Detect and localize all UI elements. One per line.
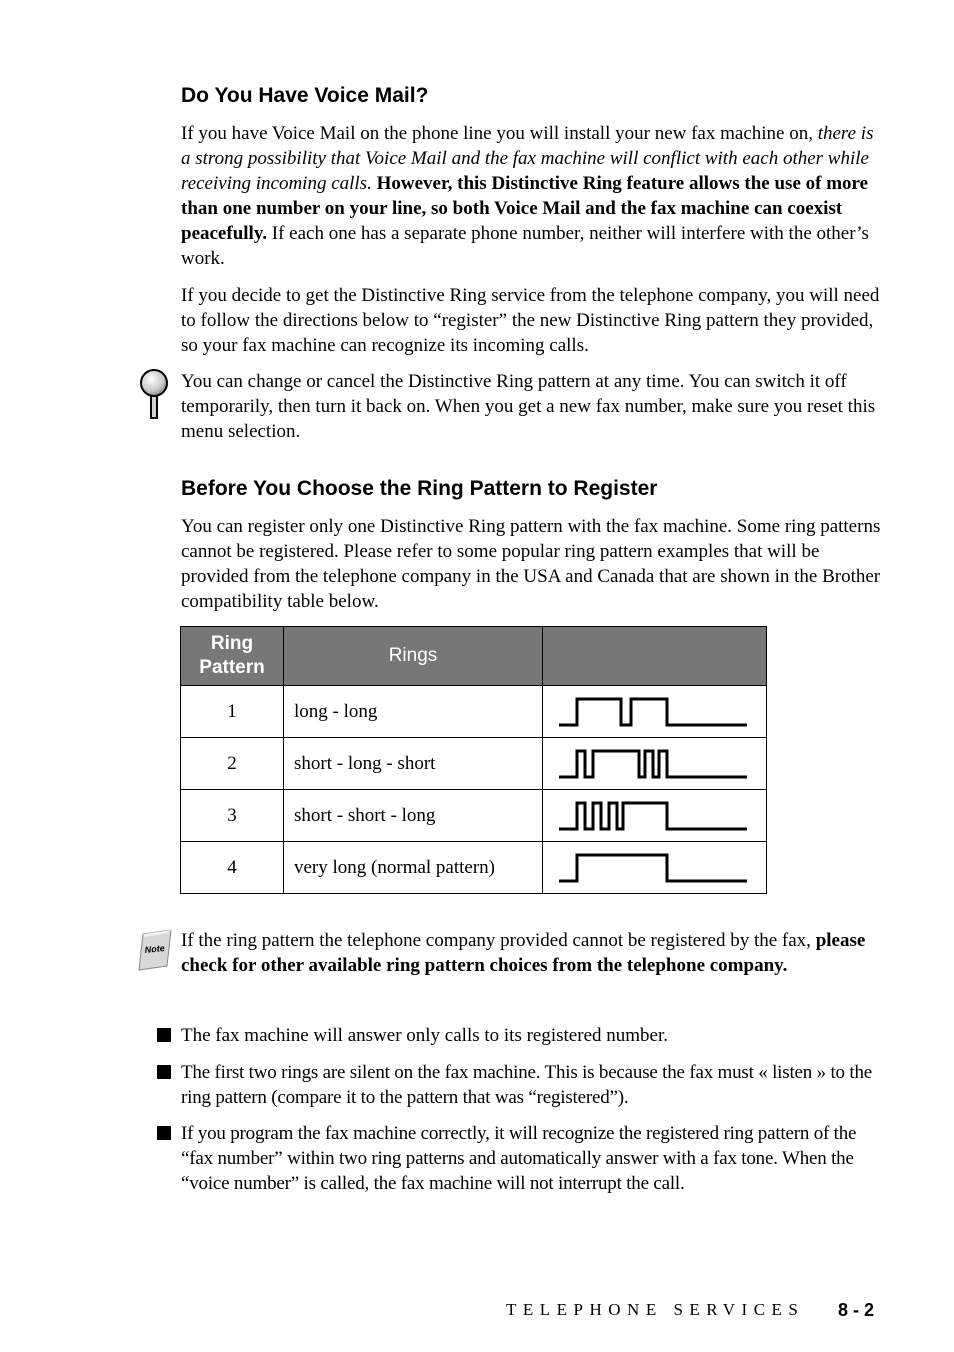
bullet-square	[157, 1126, 171, 1140]
ring-pattern-waveform	[543, 686, 767, 738]
table-row	[181, 738, 767, 790]
table-row	[181, 686, 767, 738]
ring-pattern-waveform	[543, 842, 767, 894]
note-icon-label: Note	[144, 942, 166, 956]
text-italic: there is a strong possibility that Voice Mail and the fax machine will conflict with each other while receiving incoming calls.	[181, 123, 874, 194]
ring-pattern-paragraph: You can register only one Distinctive Ring pattern with the fax machine. Some ring patterns cannot be registered. Please refer to some popular ring pattern examples that will be provided from the telephone company in the USA and Canada that are shown in the Brother compatibility table below.	[181, 516, 881, 612]
bullet-square	[157, 1065, 171, 1079]
ring-pattern-waveform	[543, 790, 767, 842]
row-rings: long - long	[284, 686, 543, 738]
register-paragraph: If you decide to get the Distinctive Ring service from the telephone company, you will need to follow the directions below to “register” the new Distinctive Ring pattern they provided, so your fax machine can recognize its incoming calls.	[181, 285, 880, 356]
row-rings: short - long - short	[284, 738, 543, 790]
row-number: 3	[181, 790, 284, 842]
note-normal: If the ring pattern the telephone company provided cannot be registered by the fax,	[181, 930, 816, 951]
table-header-row	[181, 627, 767, 686]
bullet-item: The first two rings are silent on the fax machine. This is because the fax must « listen » to the ring pattern (compare it to the pattern that was “registered”).	[181, 1062, 872, 1108]
bullet-item: The fax machine will answer only calls to its registered number.	[181, 1025, 668, 1046]
row-number: 4	[181, 842, 284, 894]
header-ring-pattern: Ring Pattern	[181, 627, 284, 686]
row-number: 2	[181, 738, 284, 790]
bullet-item: If you program the fax machine correctly, it will recognize the registered ring pattern of the “fax number” within two ring patterns and automatically answer with a fax tone. When the “voice number” is called, the fax machine will not interrupt the call.	[181, 1123, 857, 1194]
header-pattern	[543, 627, 767, 686]
text-normal-end: If each one has a separate phone number, neither will interfere with the other’s work.	[181, 223, 869, 269]
section-heading-ring-pattern: Before You Choose the Ring Pattern to Register	[181, 477, 658, 500]
footer-section-title: TELEPHONE SERVICES	[506, 1300, 805, 1319]
footer-page-number: 8 - 2	[838, 1300, 875, 1320]
ring-pattern-waveform	[543, 738, 767, 790]
tip-icon	[139, 367, 171, 428]
note-text	[181, 928, 881, 978]
row-rings: short - short - long	[284, 790, 543, 842]
text-bold: However, this Distinctive Ring feature allows the use of more than one number on your line, so both Voice Mail and the fax machine can coexist peacefully.	[181, 173, 869, 244]
row-rings: very long (normal pattern)	[284, 842, 543, 894]
table-row	[181, 790, 767, 842]
header-rings: Rings	[284, 627, 543, 686]
bullet-square	[157, 1028, 171, 1042]
section-heading-voice-mail: Do You Have Voice Mail?	[181, 84, 429, 107]
voice-mail-paragraph	[181, 121, 881, 271]
note-icon	[137, 930, 173, 977]
ring-pattern-table	[180, 626, 767, 894]
table-row	[181, 842, 767, 894]
text-normal: If you have Voice Mail on the phone line you will install your new fax machine on,	[181, 123, 818, 144]
row-number: 1	[181, 686, 284, 738]
note-bold: please check for other available ring pattern choices from the telephone company.	[181, 930, 866, 976]
tip-text: You can change or cancel the Distinctive Ring pattern at any time. You can switch it off temporarily, then turn it back on. When you get a new fax number, make sure you reset this menu selection.	[181, 371, 876, 442]
